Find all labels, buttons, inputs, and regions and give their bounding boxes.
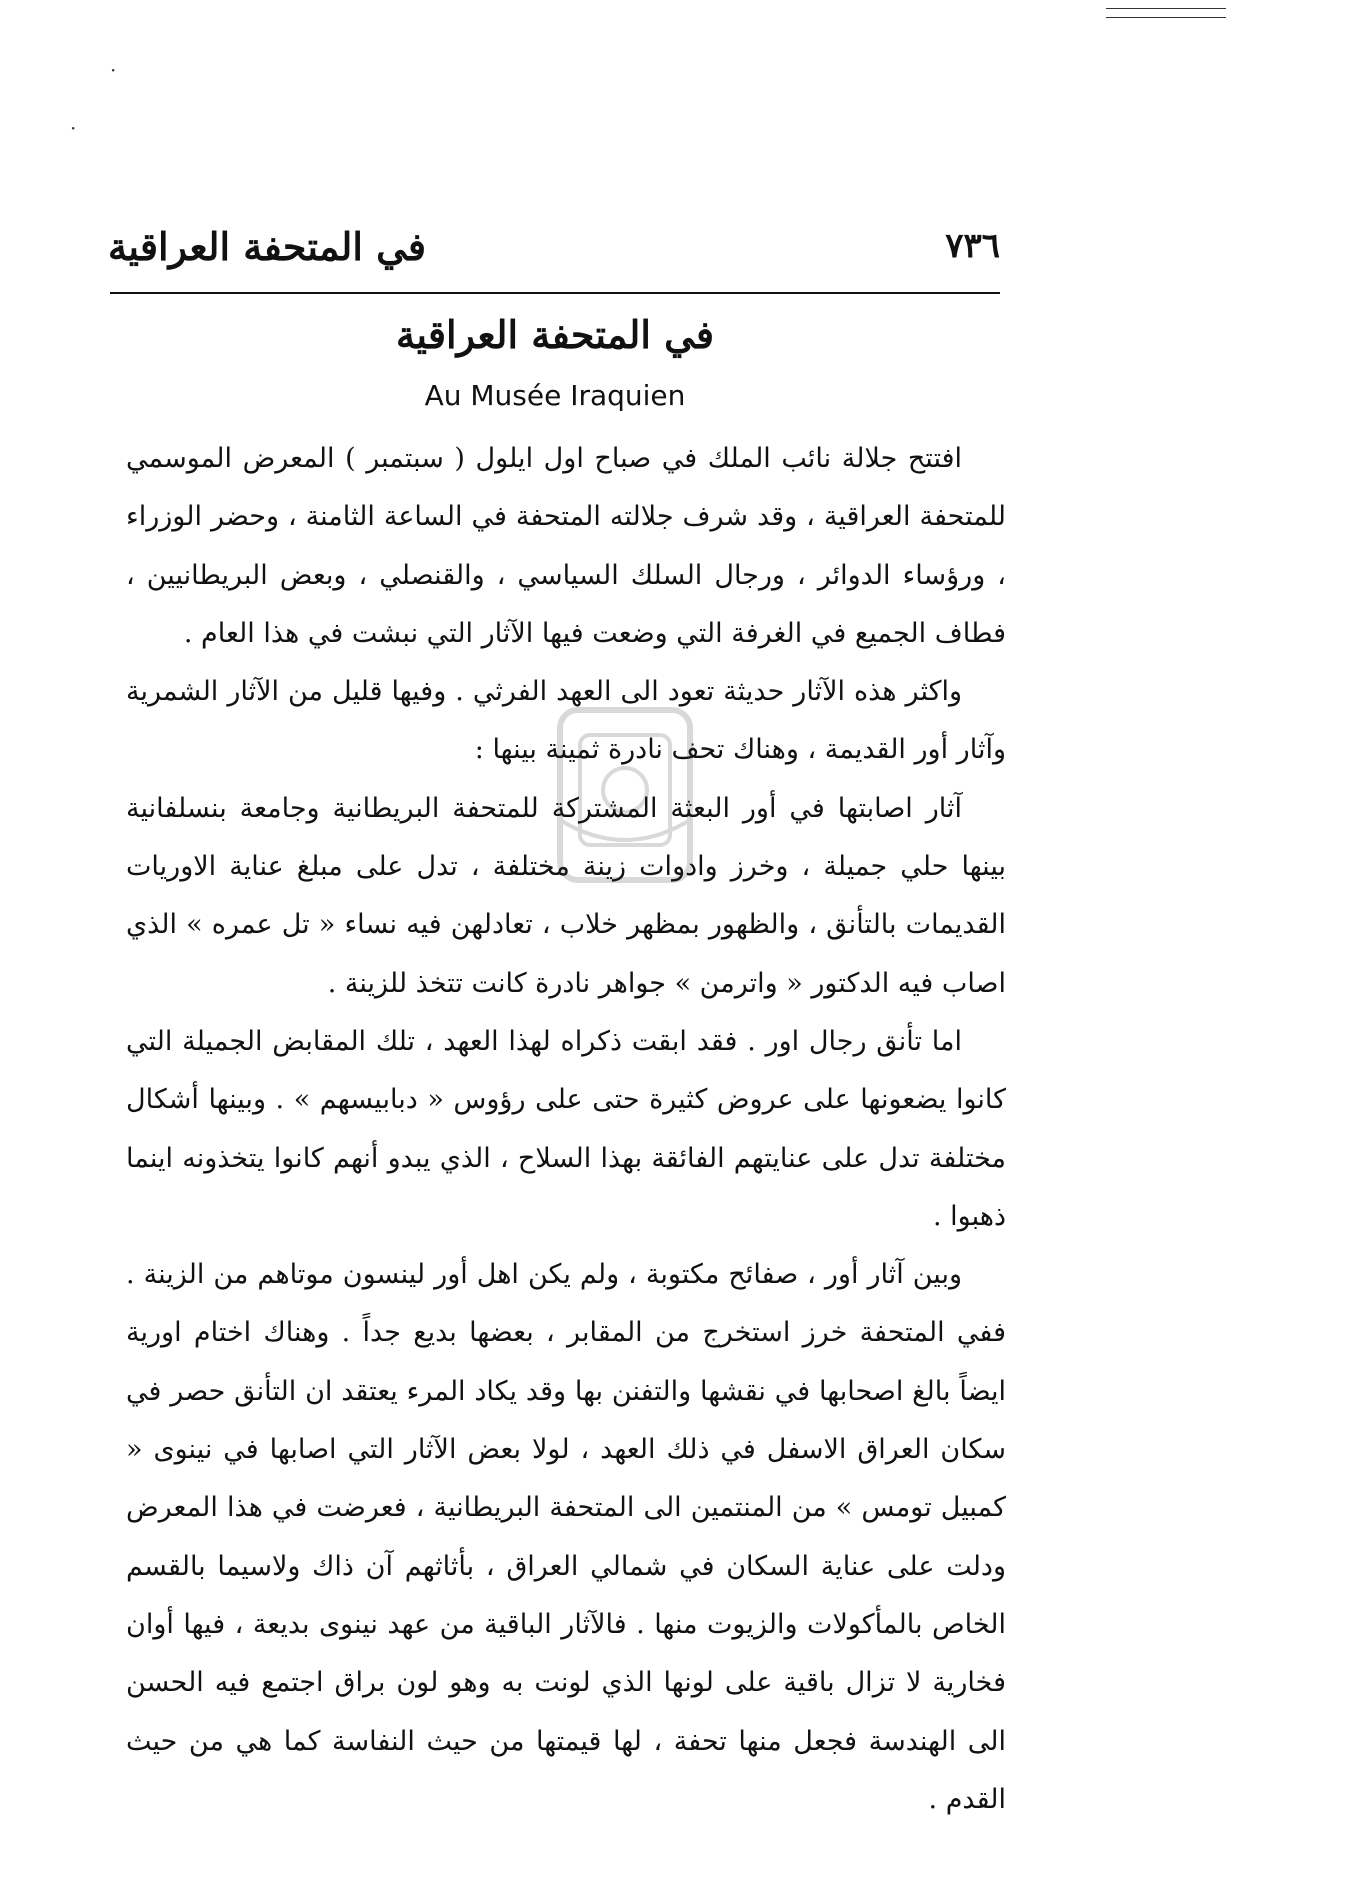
article-title: في المتحفة العراقية [396,312,714,357]
header-rule [110,292,1000,294]
top-margin-rule [1106,8,1226,18]
article-subtitle: Au Musée Iraquien [424,379,686,412]
margin-speck: · [110,58,117,82]
article-body [126,430,1006,1829]
paragraph: واكثر هذه الآثار حديثة تعود الى العهد الفرثي . وفيها قليل من الآثار الشمرية وآثار أور القديمة ، وهناك تحف نادرة ثمينة بينها : [126,676,1006,766]
page-number: ٧٣٦ [945,226,1000,266]
running-header [108,218,1000,274]
paragraph: اما تأنق رجال اور . فقد ابقت ذكراه لهذا العهد ، تلك المقابض الجميلة التي كانوا يضعونها على عروض كثيرة حتى على رؤوس « دبابيسهم » . وبينها أشكال مختلفة تدل على عنايتهم الفائقة بهذا السلاح ، الذي يبدو أنهم كانوا يتخذونه اينما ذهبوا . [126,1025,1006,1232]
paragraph: افتتح جلالة نائب الملك في صباح اول ايلول ( سبتمبر ) المعرض الموسمي للمتحفة العراقية ، وقد شرف جلالته المتحفة في الساعة الثامنة ، وحضر الوزراء ، ورؤساء الدوائر ، ورجال السلك السياسي ، والقنصلي ، وبعض البريطانيين ، فطاف الجميع في الغرفة التي وضعت فيها الآثار التي نبشت في هذا العام . [126,443,1006,649]
paragraph: وبين آثار أور ، صفائح مكتوبة ، ولم يكن اهل أور لينسون موتاهم من الزينة . ففي المتحفة خرز استخرج من المقابر ، بعضها بديع جداً . وهناك اختام اورية ايضاً بالغ اصحابها في نقشها والتفنن بها وقد يكاد المرء يعتقد ان التأنق حصر في سكان العراق الاسفل في ذلك العهد ، لولا بعض الآثار التي اصابها في نينوى « كمبيل تومس » من المنتمين الى المتحفة البريطانية ، فعرضت في هذا المعرض ودلت على عناية السكان في شمالي العراق ، بأثاثهم آن ذاك ولاسيما بالقسم الخاص بالمأكولات والزيوت منها . فالآثار الباقية من عهد نينوى بديعة ، فيها أوان فخارية لا تزال باقية على لونها الذي لونت به وهو لون براق اجتمع فيه الحسن الى الهندسة فجعل منها تحفة ، لها قيمتها من حيث النفاسة كما هي من حيث القدم . [126,1259,1006,1815]
running-title: في المتحفة العراقية [108,223,426,269]
paragraph: آثار اصابتها في أور البعثة المشتركة للمتحفة البريطانية وجامعة بنسلفانية بينها حلي جميلة ، وخرز وادوات زينة مختلفة ، تدل على مبلغ عناية الاوريات القديمات بالتأنق ، والظهور بمظهر خلاب ، تعادلهن فيه نساء « تل عمره » الذي اصاب فيه الدكتور « واترمن » جواهر نادرة كانت تتخذ للزينة . [126,792,1006,999]
margin-speck: · [70,116,77,140]
